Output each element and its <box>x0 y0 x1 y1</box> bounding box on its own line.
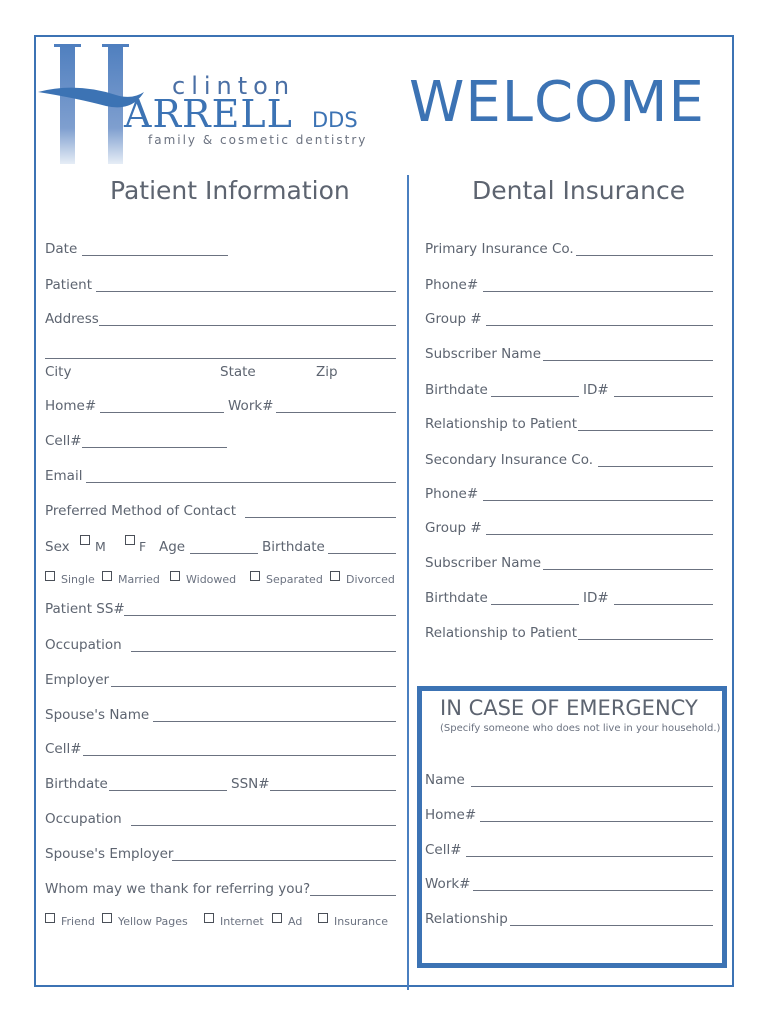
emergency-heading: IN CASE OF EMERGENCY <box>440 696 698 720</box>
marital-separated-label: Separated <box>266 573 323 586</box>
spouse-birthdate-field[interactable] <box>109 790 227 791</box>
primary-id-label: ID# <box>583 382 609 398</box>
spouse-ssn-label: SSN# <box>231 776 270 792</box>
emergency-work-label: Work# <box>425 876 471 892</box>
logo-tagline: family & cosmetic dentistry <box>148 133 368 147</box>
sex-female-checkbox[interactable] <box>125 535 135 545</box>
state-label: State <box>220 364 256 380</box>
date-field[interactable] <box>82 255 228 256</box>
marital-divorced-label: Divorced <box>346 573 395 586</box>
sex-female-label: F <box>139 539 147 554</box>
secondary-group-label: Group # <box>425 520 482 536</box>
emergency-cell-label: Cell# <box>425 842 462 858</box>
preferred-contact-field[interactable] <box>245 517 396 518</box>
spouse-employer-field[interactable] <box>172 860 396 861</box>
emergency-home-label: Home# <box>425 807 477 823</box>
logo-last-name: ARRELL <box>124 92 293 136</box>
referral-yellow-pages-label: Yellow Pages <box>118 915 188 928</box>
primary-group-label: Group # <box>425 311 482 327</box>
referral-field[interactable] <box>310 895 396 896</box>
age-field[interactable] <box>190 553 258 554</box>
referral-ad-label: Ad <box>288 915 303 928</box>
occupation-label: Occupation <box>45 637 122 653</box>
referral-friend-label: Friend <box>61 915 95 928</box>
marital-separated-checkbox[interactable] <box>250 571 260 581</box>
spouse-cell-label: Cell# <box>45 741 82 757</box>
secondary-relationship-field[interactable] <box>578 639 713 640</box>
spouse-employer-label: Spouse's Employer <box>45 846 174 862</box>
referral-insurance-checkbox[interactable] <box>318 913 328 923</box>
referral-friend-checkbox[interactable] <box>45 913 55 923</box>
welcome-title: WELCOME <box>409 70 705 135</box>
primary-subscriber-field[interactable] <box>543 360 713 361</box>
address-label: Address <box>45 311 99 327</box>
primary-relationship-label: Relationship to Patient <box>425 416 578 432</box>
emergency-work-field[interactable] <box>473 890 713 891</box>
marital-widowed-label: Widowed <box>186 573 237 586</box>
home-phone-label: Home# <box>45 398 97 414</box>
age-label: Age <box>159 539 186 555</box>
marital-single-checkbox[interactable] <box>45 571 55 581</box>
birthdate-label: Birthdate <box>262 539 325 555</box>
secondary-insurance-label: Secondary Insurance Co. <box>425 452 594 468</box>
marital-divorced-checkbox[interactable] <box>330 571 340 581</box>
marital-single-label: Single <box>61 573 95 586</box>
sex-label: Sex <box>45 539 70 555</box>
emergency-relationship-field[interactable] <box>510 925 713 926</box>
email-field[interactable] <box>86 482 396 483</box>
emergency-name-label: Name <box>425 772 465 788</box>
primary-subscriber-label: Subscriber Name <box>425 346 541 362</box>
work-phone-label: Work# <box>228 398 274 414</box>
spouse-birthdate-label: Birthdate <box>45 776 108 792</box>
spouse-name-field[interactable] <box>153 721 396 722</box>
referral-ad-checkbox[interactable] <box>272 913 282 923</box>
emergency-note: (Specify someone who does not live in your household.) <box>440 723 721 734</box>
secondary-subscriber-field[interactable] <box>543 569 713 570</box>
secondary-phone-label: Phone# <box>425 486 479 502</box>
logo-first-name: clinton <box>172 72 296 100</box>
secondary-id-field[interactable] <box>614 604 713 605</box>
marital-widowed-checkbox[interactable] <box>170 571 180 581</box>
column-divider <box>407 175 409 990</box>
patient-field[interactable] <box>96 291 396 292</box>
address-field[interactable] <box>99 325 396 326</box>
logo-suffix: DDS <box>312 108 358 132</box>
address-line-2-field[interactable] <box>45 358 396 359</box>
primary-insurance-field[interactable] <box>576 255 713 256</box>
city-label: City <box>45 364 72 380</box>
secondary-id-label: ID# <box>583 590 609 606</box>
birthdate-field[interactable] <box>328 553 396 554</box>
employer-label: Employer <box>45 672 110 688</box>
preferred-contact-label: Preferred Method of Contact <box>45 503 237 519</box>
emergency-relationship-label: Relationship <box>425 911 508 927</box>
secondary-relationship-label: Relationship to Patient <box>425 625 578 641</box>
referral-insurance-label: Insurance <box>334 915 388 928</box>
patient-label: Patient <box>45 277 93 293</box>
emergency-name-field[interactable] <box>471 786 713 787</box>
secondary-insurance-field[interactable] <box>598 466 713 467</box>
employer-field[interactable] <box>111 686 396 687</box>
dental-insurance-heading: Dental Insurance <box>472 176 686 205</box>
sex-male-checkbox[interactable] <box>80 535 90 545</box>
work-phone-field[interactable] <box>276 412 396 413</box>
email-label: Email <box>45 468 83 484</box>
referral-yellow-pages-checkbox[interactable] <box>102 913 112 923</box>
occupation-field[interactable] <box>131 651 396 652</box>
home-phone-field[interactable] <box>100 412 224 413</box>
cell-field[interactable] <box>82 447 227 448</box>
secondary-birthdate-field[interactable] <box>491 604 579 605</box>
referral-internet-checkbox[interactable] <box>204 913 214 923</box>
primary-group-field[interactable] <box>486 325 713 326</box>
spouse-cell-field[interactable] <box>83 755 396 756</box>
marital-married-checkbox[interactable] <box>102 571 112 581</box>
referral-internet-label: Internet <box>220 915 264 928</box>
secondary-phone-field[interactable] <box>483 500 713 501</box>
emergency-cell-field[interactable] <box>466 856 713 857</box>
primary-birthdate-label: Birthdate <box>425 382 488 398</box>
spouse-ssn-field[interactable] <box>270 790 396 791</box>
primary-phone-field[interactable] <box>483 291 713 292</box>
patient-ss-field[interactable] <box>124 615 396 616</box>
primary-insurance-label: Primary Insurance Co. <box>425 241 574 257</box>
cell-label: Cell# <box>45 433 82 449</box>
emergency-home-field[interactable] <box>480 821 713 822</box>
secondary-subscriber-label: Subscriber Name <box>425 555 541 571</box>
patient-info-heading: Patient Information <box>110 176 350 205</box>
primary-id-field[interactable] <box>614 396 713 397</box>
secondary-group-field[interactable] <box>486 534 713 535</box>
sex-male-label: M <box>95 539 106 554</box>
marital-married-label: Married <box>118 573 160 586</box>
referral-label: Whom may we thank for referring you? <box>45 881 311 897</box>
date-label: Date <box>45 241 78 257</box>
secondary-birthdate-label: Birthdate <box>425 590 488 606</box>
patient-ss-label: Patient SS# <box>45 601 125 617</box>
primary-phone-label: Phone# <box>425 277 479 293</box>
primary-birthdate-field[interactable] <box>491 396 579 397</box>
zip-label: Zip <box>316 364 338 380</box>
spouse-occupation-field[interactable] <box>131 825 396 826</box>
primary-relationship-field[interactable] <box>578 430 713 431</box>
spouse-occupation-label: Occupation <box>45 811 122 827</box>
spouse-name-label: Spouse's Name <box>45 707 150 723</box>
